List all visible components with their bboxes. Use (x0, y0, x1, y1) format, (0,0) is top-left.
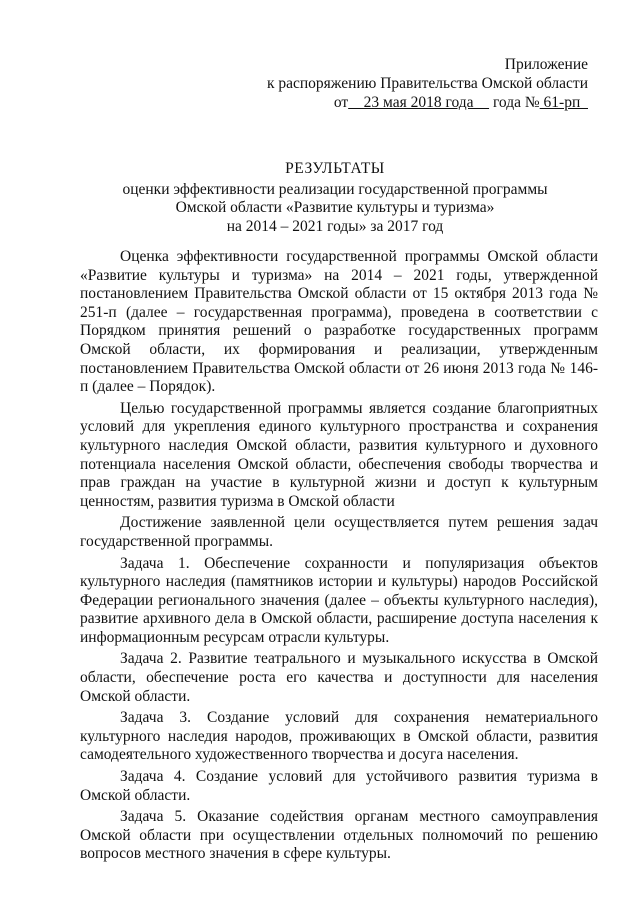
title-line-1: оценки эффективности реализации государственной программы (122, 180, 548, 198)
title-line-2: Омской области «Развитие культуры и туризма» (175, 199, 495, 216)
paragraph-intro: Оценка эффективности государственной программы Омской области «Развитие культуры и туризма» на 2014 – 2021 годы, утвержденной постановлением Правительства Омской области от 15 октября 2013 года № 251-п (далее – государственная программа), проведена в соответствии с Порядком принятия решений о разработке государственных программ Омской области, их формирования и реализации, утвержденным постановлением Правительства Омской области от 26 июня 2013 года № 146-п (далее – Порядок). (80, 248, 598, 396)
date-prefix: от (333, 94, 349, 111)
title-line-3: на 2014 – 2021 годы» за 2017 год (226, 217, 444, 235)
document-body (80, 248, 598, 867)
appendix-header (267, 55, 588, 112)
paragraph-task-3: Задача 3. Создание условий для сохранения нематериального культурного наследия народов, проживающих в Омской области, развития самодеятельного художественного творчества и досуга населения. (80, 709, 598, 764)
paragraph-goal: Целью государственной программы является создание благоприятных условий для укрепления единого культурного пространства и сохранения культурного наследия Омской области, развития культурного и духовного потенциала населения Омской области, обеспечения свободы творчества и прав граждан на участие в культурной жизни и доступ к культурным ценностям, развития туризма в Омской области (80, 399, 598, 510)
paragraph-task-2: Задача 2. Развитие театрального и музыкального искусства в Омской области, обеспечение роста его качества и доступности для населения Омской области. (80, 650, 598, 705)
number-prefix: года № (492, 94, 540, 111)
paragraph-achievement: Достижение заявленной цели осуществляется путем решения задач государственной программы. (80, 514, 598, 550)
paragraph-task-1: Задача 1. Обеспечение сохранности и популяризация объектов культурного наследия (памятников истории и культуры) народов Российской Федерации регионального значения (далее – объекты культурного наследия), развитие архивного дела в Омской области, расширение доступа населения к информационным ресурсам отрасли культуры. (80, 554, 598, 646)
number-value: 61-рп (539, 94, 588, 111)
title-main: РЕЗУЛЬТАТЫ (285, 160, 385, 177)
appendix-label: Приложение (504, 56, 588, 73)
document-title (60, 160, 610, 236)
paragraph-task-5: Задача 5. Оказание содействия органам местного самоуправления Омской области при осуществлении отдельных полномочий по решению вопросов местного значения в сфере культуры. (80, 808, 598, 863)
date-value: 23 мая 2018 года (348, 94, 490, 111)
appendix-decree: к распоряжению Правительства Омской области (266, 75, 588, 92)
paragraph-task-4: Задача 4. Создание условий для устойчивого развития туризма в Омской области. (80, 768, 598, 804)
appendix-date-line (267, 93, 588, 112)
